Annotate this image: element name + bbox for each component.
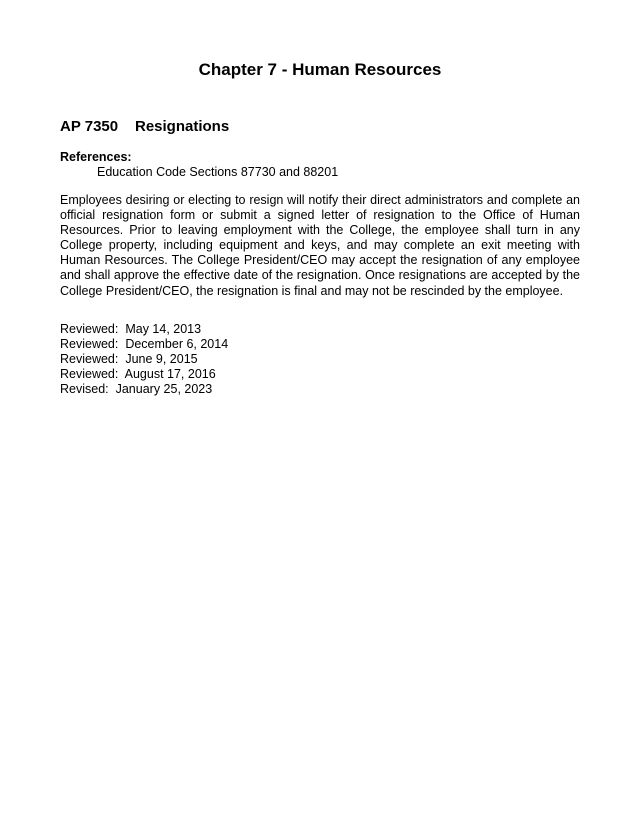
history-entry (60, 322, 228, 337)
history-date: June 9, 2015 (125, 352, 198, 367)
revision-history (60, 322, 228, 397)
chapter-title: Chapter 7 - Human Resources (198, 60, 442, 79)
history-label: Reviewed: (60, 337, 119, 352)
history-label: Reviewed: (60, 322, 119, 336)
history-date: May 14, 2013 (125, 322, 202, 336)
history-entry (60, 352, 228, 367)
history-entry (60, 382, 228, 397)
reference-item: Education Code Sections 87730 and 88201 (97, 165, 339, 179)
history-date: December 6, 2014 (125, 337, 229, 352)
policy-title: Resignations (135, 118, 230, 135)
history-entry (60, 367, 228, 382)
history-label: Reviewed: (60, 352, 119, 367)
policy-code: AP 7350 (60, 118, 119, 135)
history-label: Revised: (60, 382, 109, 397)
history-date: January 25, 2023 (115, 382, 213, 397)
policy-body: Employees desiring or electing to resign will notify their direct administrators and complete an official resignation form or submit a signed letter of resignation to the Office of Human Resources. Prior to leaving employment with the College, the employee shall turn in any College property, including equipment and keys, and may complete an exit meeting with Human Resources. The College President/CEO may accept the resignation of any employee and shall approve the effective date of the resignation. Once resignations are accepted by the College President/CEO, the resignation is final and may not be rescinded by the employee. (60, 193, 580, 298)
references-label: References: (60, 150, 132, 164)
policy-heading (60, 118, 229, 135)
history-label: Reviewed: (60, 367, 119, 382)
history-entry (60, 337, 228, 352)
history-date: August 17, 2016 (124, 367, 216, 382)
